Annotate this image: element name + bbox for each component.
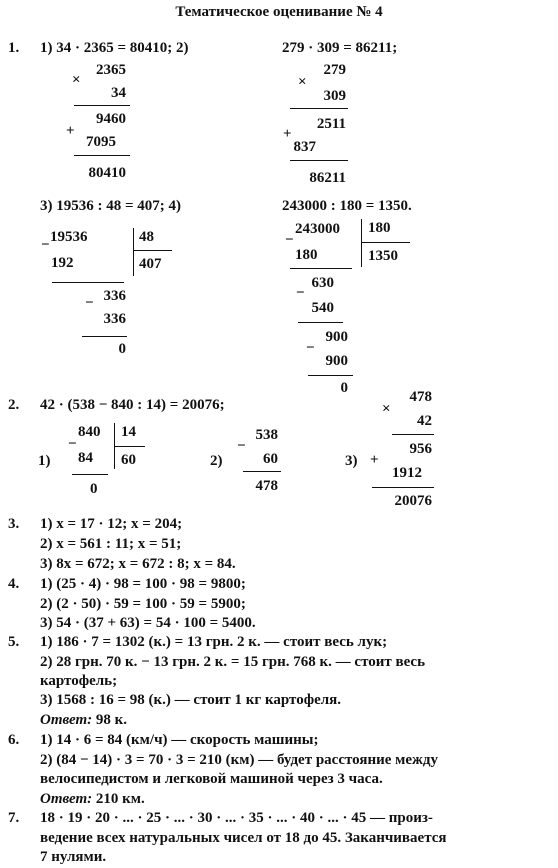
- task-5-number: 5.: [8, 634, 20, 650]
- rule: [74, 155, 130, 156]
- subtrahend-1: 192: [51, 255, 74, 271]
- task-6-answer: [40, 791, 145, 807]
- rule: [298, 322, 343, 323]
- task-4-line-3: 3) 54 · (37 + 63) = 54 · 100 = 5400.: [40, 615, 256, 631]
- task-2-line: 42 · (538 − 840 : 14) = 20076;: [40, 397, 225, 413]
- divisor: 14: [121, 424, 136, 440]
- task-7-number: 7.: [8, 810, 20, 826]
- answer-value: 98 к.: [95, 712, 128, 728]
- minus-sign: −: [41, 237, 50, 253]
- remainder-2: 900: [325, 329, 348, 345]
- factor-b: 34: [111, 85, 126, 101]
- quotient: 1350: [368, 248, 398, 264]
- times-sign: ×: [382, 401, 391, 417]
- task-2-label-3: 3): [345, 453, 358, 469]
- subtrahend-2: 336: [103, 311, 126, 327]
- rule: [115, 446, 145, 447]
- factor-b: 309: [323, 88, 346, 104]
- task-1-number: 1.: [8, 40, 20, 56]
- dividend: 243000: [295, 221, 340, 237]
- quotient: 407: [139, 256, 162, 272]
- minus-sign: −: [285, 232, 294, 248]
- task-5-answer: [40, 712, 127, 728]
- minus-sign: −: [296, 285, 305, 301]
- factor-a: 279: [323, 62, 346, 78]
- task-6-line-2: 2) (84 − 14) · 3 = 70 · 3 = 210 (км) — будет расстояние между: [40, 752, 439, 768]
- task-1-line-3: 3) 19536 : 48 = 407; 4): [40, 198, 182, 214]
- task-6-line-1: 1) 14 · 6 = 84 (км/ч) — скорость машины;: [40, 732, 319, 748]
- remainder-2: 0: [118, 341, 126, 357]
- task-4-number: 4.: [8, 576, 20, 592]
- partial-2: 837: [293, 139, 316, 155]
- task-1-line-1: 1) 34 · 2365 = 80410; 2): [40, 40, 189, 56]
- task-2-label-1: 1): [38, 453, 51, 469]
- answer-value: 210 км.: [95, 791, 145, 807]
- rule: [82, 336, 127, 337]
- task-4-line-2: 2) (2 · 50) · 59 = 100 · 59 = 5900;: [40, 596, 246, 612]
- task-5-line-1: 1) 186 · 7 = 1302 (к.) = 13 грн. 2 к. — стоит весь лук;: [40, 634, 388, 650]
- task-3-line-1: 1) x = 17 · 12; x = 204;: [40, 516, 183, 532]
- subtrahend-3: 900: [325, 353, 348, 369]
- remainder-1: 630: [311, 275, 334, 291]
- rule: [372, 487, 434, 488]
- answer-label: Ответ:: [40, 712, 93, 728]
- dividend: 19536: [50, 229, 88, 245]
- rule: [362, 242, 410, 243]
- subtrahend-1: 180: [295, 247, 318, 263]
- task-3-number: 3.: [8, 516, 20, 532]
- task-4-line-1: 1) (25 · 4) · 98 = 100 · 98 = 9800;: [40, 576, 246, 592]
- rule: [392, 434, 434, 435]
- rule: [308, 375, 353, 376]
- partial-2: 7095: [86, 134, 116, 150]
- rule: [290, 268, 352, 269]
- task-5-line-4: 3) 1568 : 16 = 98 (к.) — стоит 1 кг картофеля.: [40, 692, 342, 708]
- minus-sign: −: [237, 438, 246, 454]
- remainder: 0: [90, 481, 98, 497]
- task-6-number: 6.: [8, 732, 20, 748]
- minus-sign: −: [68, 436, 77, 452]
- task-3-line-3: 3) 8x = 672; x = 672 : 8; x = 84.: [40, 556, 236, 572]
- task-6-line-3: велосипедистом и легковой машиной через 3 часа.: [40, 771, 383, 787]
- times-sign: ×: [298, 74, 307, 90]
- divisor: 48: [139, 229, 154, 245]
- divisor: 180: [368, 220, 391, 236]
- partial-1: 9460: [96, 111, 126, 127]
- rule: [74, 105, 130, 106]
- rule: [134, 250, 172, 251]
- task-1-line-1b: 279 · 309 = 86211;: [282, 40, 398, 56]
- plus-sign: +: [283, 126, 292, 142]
- task-3-line-2: 2) x = 561 : 11; x = 51;: [40, 536, 182, 552]
- rule: [243, 471, 281, 472]
- minus-sign: −: [85, 295, 94, 311]
- remainder-1: 336: [103, 288, 126, 304]
- task-2-label-2: 2): [210, 453, 223, 469]
- task-7-line-1: 18 · 19 · 20 · ... · 25 · ... · 30 · ... · 35 · ... · 40 · ... · 45 — произ-: [40, 810, 433, 826]
- factor-b: 42: [417, 413, 432, 429]
- product: 86211: [309, 170, 346, 186]
- answer-label: Ответ:: [40, 791, 93, 807]
- minus-sign: −: [306, 340, 315, 356]
- factor-a: 478: [409, 389, 432, 405]
- partial-1: 956: [409, 441, 432, 457]
- page-title: Тематическое оценивание № 4: [175, 4, 383, 20]
- rule: [290, 160, 348, 161]
- product: 20076: [394, 493, 432, 509]
- task-5-line-3: картофель;: [40, 673, 118, 689]
- rule: [290, 108, 348, 109]
- dividend: 840: [78, 424, 101, 440]
- rule: [52, 282, 124, 283]
- minuend: 538: [255, 427, 278, 443]
- subtrahend-2: 540: [311, 300, 334, 316]
- task-7-line-2: ведение всех натуральных чисел от 18 до 45. Заканчивается: [40, 830, 447, 846]
- task-5-line-2: 2) 28 грн. 70 к. − 13 грн. 2 к. = 15 грн. 768 к. — стоит весь: [40, 654, 426, 670]
- partial-1: 2511: [316, 116, 346, 132]
- plus-sign: +: [66, 123, 75, 139]
- division-bar: [133, 228, 134, 276]
- factor-a: 2365: [96, 62, 126, 78]
- plus-sign: +: [370, 452, 379, 468]
- division-bar: [361, 219, 362, 267]
- quotient: 60: [121, 452, 136, 468]
- subtrahend: 84: [78, 450, 93, 466]
- subtrahend: 60: [263, 451, 278, 467]
- remainder-3: 0: [340, 380, 348, 396]
- difference: 478: [255, 478, 278, 494]
- task-1-line-3b: 243000 : 180 = 1350.: [282, 198, 412, 214]
- partial-2: 1912: [392, 465, 422, 481]
- task-2-number: 2.: [8, 397, 20, 413]
- product: 80410: [88, 165, 126, 181]
- rule: [72, 474, 108, 475]
- task-7-line-3: 7 нулями.: [40, 849, 107, 865]
- times-sign: ×: [72, 72, 81, 88]
